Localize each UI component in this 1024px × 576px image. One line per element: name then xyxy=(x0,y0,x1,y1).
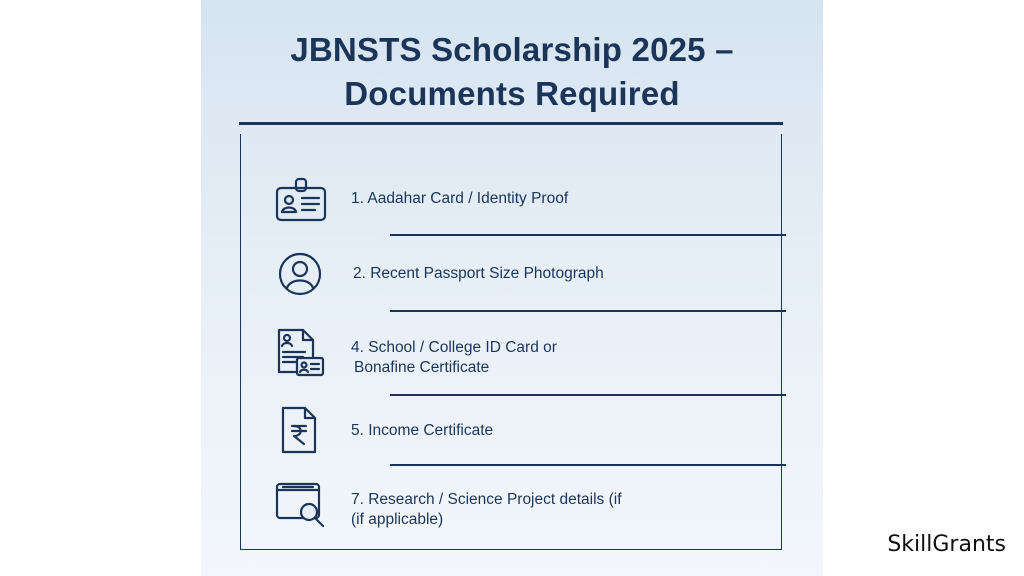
title-line-2: Documents Required xyxy=(344,75,680,112)
id-card-icon xyxy=(273,176,329,228)
document-item-label: 2. Recent Passport Size Photograph xyxy=(353,265,604,282)
document-card xyxy=(201,0,823,576)
item-divider xyxy=(390,310,786,312)
item-divider xyxy=(390,394,786,396)
title-line-1: JBNSTS Scholarship 2025 – xyxy=(290,31,734,68)
rupee-document-icon xyxy=(273,404,329,456)
document-item-label: 7. Research / Science Project details (if (if applicable) xyxy=(351,491,622,528)
item-divider xyxy=(390,234,786,236)
documents-list xyxy=(240,134,782,550)
user-circle-icon xyxy=(273,248,329,300)
document-id-icon xyxy=(273,326,329,378)
document-item-label: 5. Income Certificate xyxy=(351,422,494,439)
folder-search-icon xyxy=(273,478,329,530)
document-item-label: 1. Aadahar Card / Identity Proof xyxy=(351,190,569,207)
item-divider xyxy=(390,464,786,466)
title-divider xyxy=(239,122,783,125)
document-item-label: 4. School / College ID Card or Bonafine Certificate xyxy=(351,339,557,376)
page-title xyxy=(201,28,823,116)
brand-logo: SkillGrants xyxy=(887,532,1006,557)
